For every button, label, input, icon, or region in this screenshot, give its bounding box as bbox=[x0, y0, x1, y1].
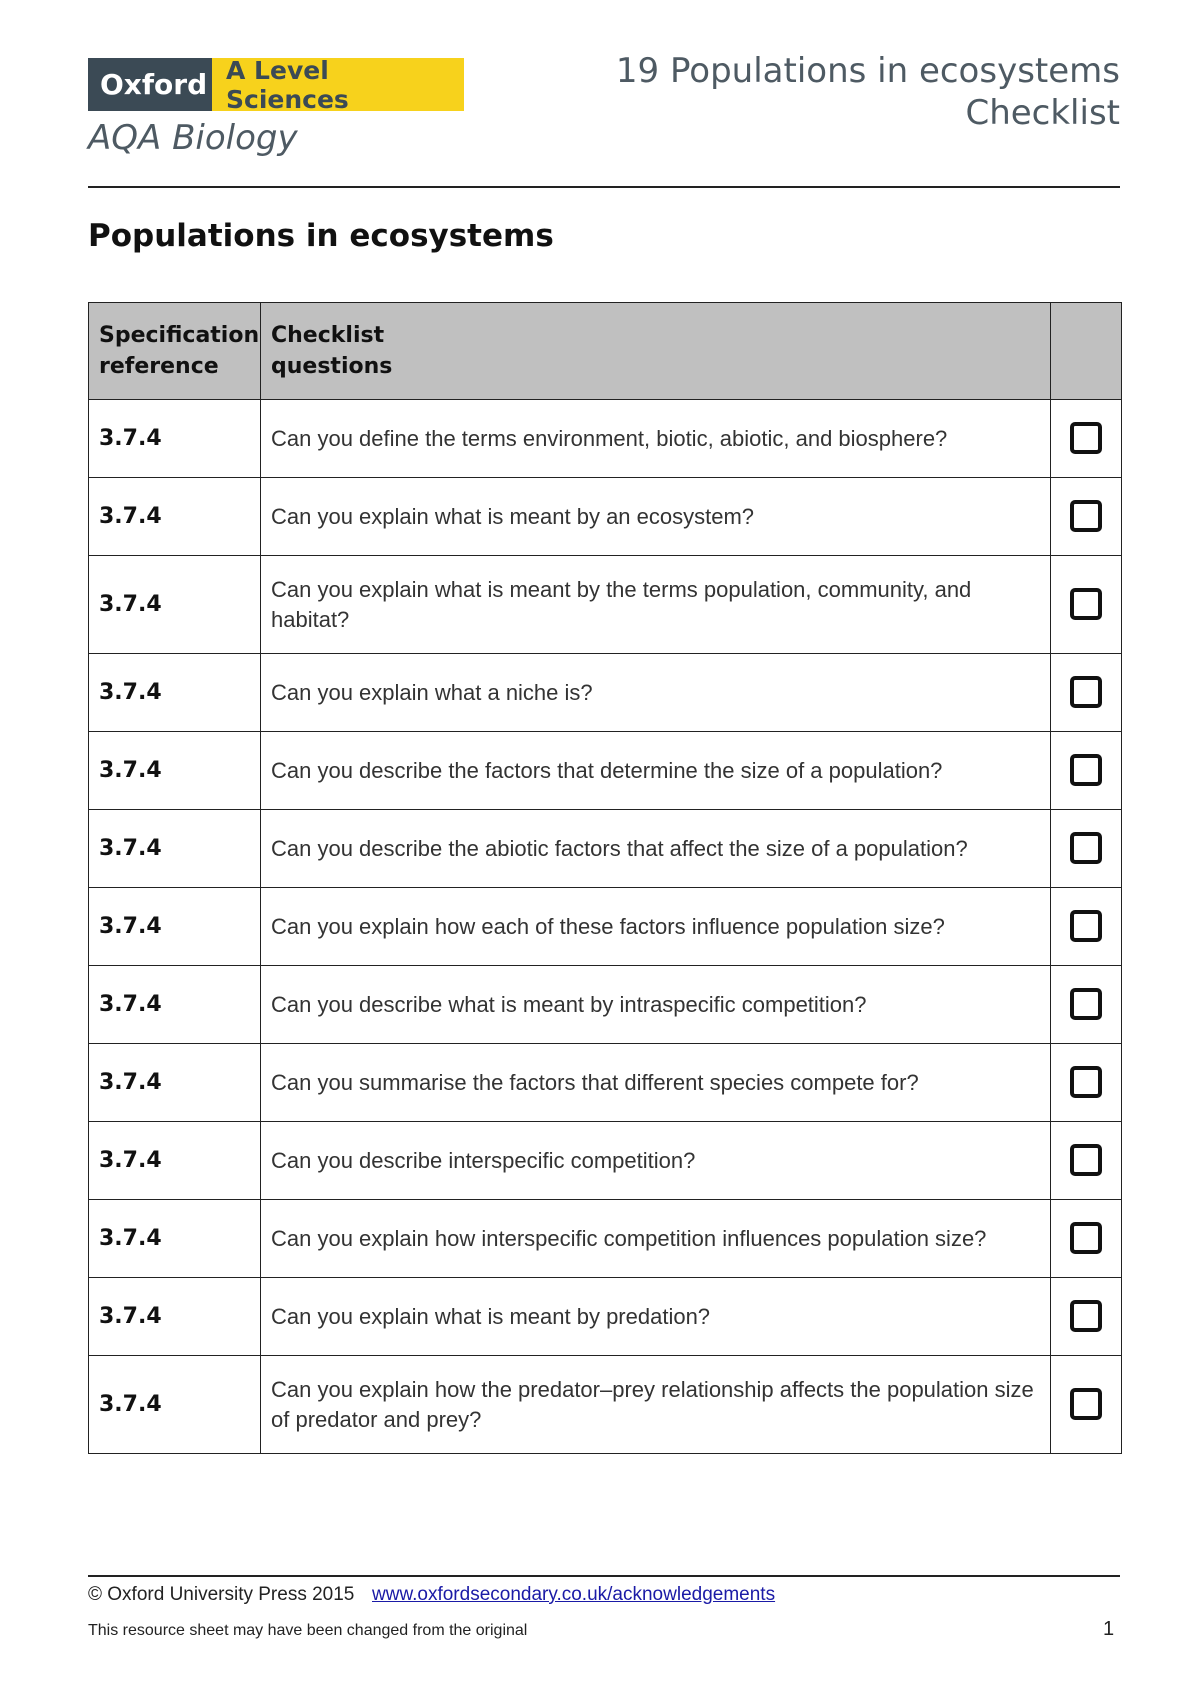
checkbox[interactable] bbox=[1070, 910, 1102, 942]
checkbox[interactable] bbox=[1070, 754, 1102, 786]
brand-logo bbox=[88, 55, 464, 114]
checklist-question: Can you explain what a niche is? bbox=[261, 654, 1051, 732]
table-row bbox=[89, 400, 1122, 478]
checklist-table bbox=[88, 302, 1122, 1454]
page-number: 1 bbox=[1103, 1618, 1115, 1640]
spec-reference: 3.7.4 bbox=[89, 478, 261, 556]
spec-reference: 3.7.4 bbox=[89, 1122, 261, 1200]
table-row bbox=[89, 1044, 1122, 1122]
checkbox-cell[interactable] bbox=[1051, 966, 1122, 1044]
checklist-question: Can you describe what is meant by intraspecific competition? bbox=[261, 966, 1051, 1044]
table-row bbox=[89, 556, 1122, 654]
acknowledgements-link[interactable]: www.oxfordsecondary.co.uk/acknowledgements bbox=[372, 1584, 776, 1605]
checkbox[interactable] bbox=[1070, 1144, 1102, 1176]
checkbox[interactable] bbox=[1070, 1066, 1102, 1098]
checklist-question: Can you summarise the factors that different species compete for? bbox=[261, 1044, 1051, 1122]
spec-reference: 3.7.4 bbox=[89, 888, 261, 966]
column-header-questions-label: Checklist questions bbox=[271, 323, 393, 379]
checkbox[interactable] bbox=[1070, 422, 1102, 454]
checkbox-cell[interactable] bbox=[1051, 478, 1122, 556]
checkbox-cell[interactable] bbox=[1051, 654, 1122, 732]
section-heading: Populations in ecosystems bbox=[88, 218, 554, 254]
checkbox-cell[interactable] bbox=[1051, 556, 1122, 654]
checkbox-cell[interactable] bbox=[1051, 1356, 1122, 1454]
header-divider bbox=[88, 186, 1120, 188]
table-row bbox=[89, 732, 1122, 810]
table-row bbox=[89, 478, 1122, 556]
column-header-check bbox=[1051, 303, 1122, 400]
brand-series: A Level Sciences bbox=[212, 58, 464, 111]
brand-oxford: Oxford bbox=[88, 58, 212, 111]
spec-reference: 3.7.4 bbox=[89, 810, 261, 888]
checkbox[interactable] bbox=[1070, 676, 1102, 708]
checkbox-cell[interactable] bbox=[1051, 400, 1122, 478]
table-header-row bbox=[89, 303, 1122, 400]
checklist-question: Can you explain what is meant by the terms population, community, and habitat? bbox=[261, 556, 1051, 654]
table-row bbox=[89, 1278, 1122, 1356]
checkbox-cell[interactable] bbox=[1051, 1044, 1122, 1122]
spec-reference: 3.7.4 bbox=[89, 556, 261, 654]
spec-reference: 3.7.4 bbox=[89, 732, 261, 810]
document-title bbox=[616, 50, 1120, 134]
checkbox[interactable] bbox=[1070, 832, 1102, 864]
checkbox-cell[interactable] bbox=[1051, 1122, 1122, 1200]
spec-reference: 3.7.4 bbox=[89, 400, 261, 478]
spec-reference: 3.7.4 bbox=[89, 966, 261, 1044]
spec-reference: 3.7.4 bbox=[89, 1278, 261, 1356]
checklist-question: Can you explain how interspecific competition influences population size? bbox=[261, 1200, 1051, 1278]
document-title-line2: Checklist bbox=[965, 93, 1120, 133]
checklist-question: Can you describe the factors that determine the size of a population? bbox=[261, 732, 1051, 810]
checklist-question: Can you explain what is meant by predation? bbox=[261, 1278, 1051, 1356]
checklist-question: Can you define the terms environment, biotic, abiotic, and biosphere? bbox=[261, 400, 1051, 478]
checkbox-cell[interactable] bbox=[1051, 1200, 1122, 1278]
checkbox[interactable] bbox=[1070, 1388, 1102, 1420]
checkbox-cell[interactable] bbox=[1051, 888, 1122, 966]
checklist-question: Can you explain how each of these factors influence population size? bbox=[261, 888, 1051, 966]
table-row bbox=[89, 1200, 1122, 1278]
spec-reference: 3.7.4 bbox=[89, 1356, 261, 1454]
checklist-question: Can you explain how the predator–prey relationship affects the population size of predator and prey? bbox=[261, 1356, 1051, 1454]
column-header-spec-label: Specification reference bbox=[99, 323, 260, 379]
table-row bbox=[89, 654, 1122, 732]
checkbox[interactable] bbox=[1070, 588, 1102, 620]
table-row bbox=[89, 966, 1122, 1044]
copyright-text: © Oxford University Press 2015 bbox=[88, 1584, 355, 1605]
footer-note: This resource sheet may have been changed from the original bbox=[88, 1622, 528, 1639]
table-row bbox=[89, 1356, 1122, 1454]
table-row bbox=[89, 1122, 1122, 1200]
checklist-question: Can you explain what is meant by an ecosystem? bbox=[261, 478, 1051, 556]
footer-divider bbox=[88, 1575, 1120, 1577]
checkbox[interactable] bbox=[1070, 1222, 1102, 1254]
subject-title: AQA Biology bbox=[88, 118, 298, 158]
checklist-question: Can you describe interspecific competition? bbox=[261, 1122, 1051, 1200]
table-row bbox=[89, 888, 1122, 966]
checkbox[interactable] bbox=[1070, 500, 1102, 532]
checkbox[interactable] bbox=[1070, 1300, 1102, 1332]
checklist-question: Can you describe the abiotic factors that affect the size of a population? bbox=[261, 810, 1051, 888]
checkbox[interactable] bbox=[1070, 988, 1102, 1020]
table-row bbox=[89, 810, 1122, 888]
checkbox-cell[interactable] bbox=[1051, 732, 1122, 810]
spec-reference: 3.7.4 bbox=[89, 1044, 261, 1122]
checkbox-cell[interactable] bbox=[1051, 810, 1122, 888]
column-header-spec bbox=[89, 303, 261, 400]
checkbox-cell[interactable] bbox=[1051, 1278, 1122, 1356]
column-header-questions bbox=[261, 303, 1051, 400]
spec-reference: 3.7.4 bbox=[89, 1200, 261, 1278]
spec-reference: 3.7.4 bbox=[89, 654, 261, 732]
document-title-line1: 19 Populations in ecosystems bbox=[615, 51, 1120, 91]
